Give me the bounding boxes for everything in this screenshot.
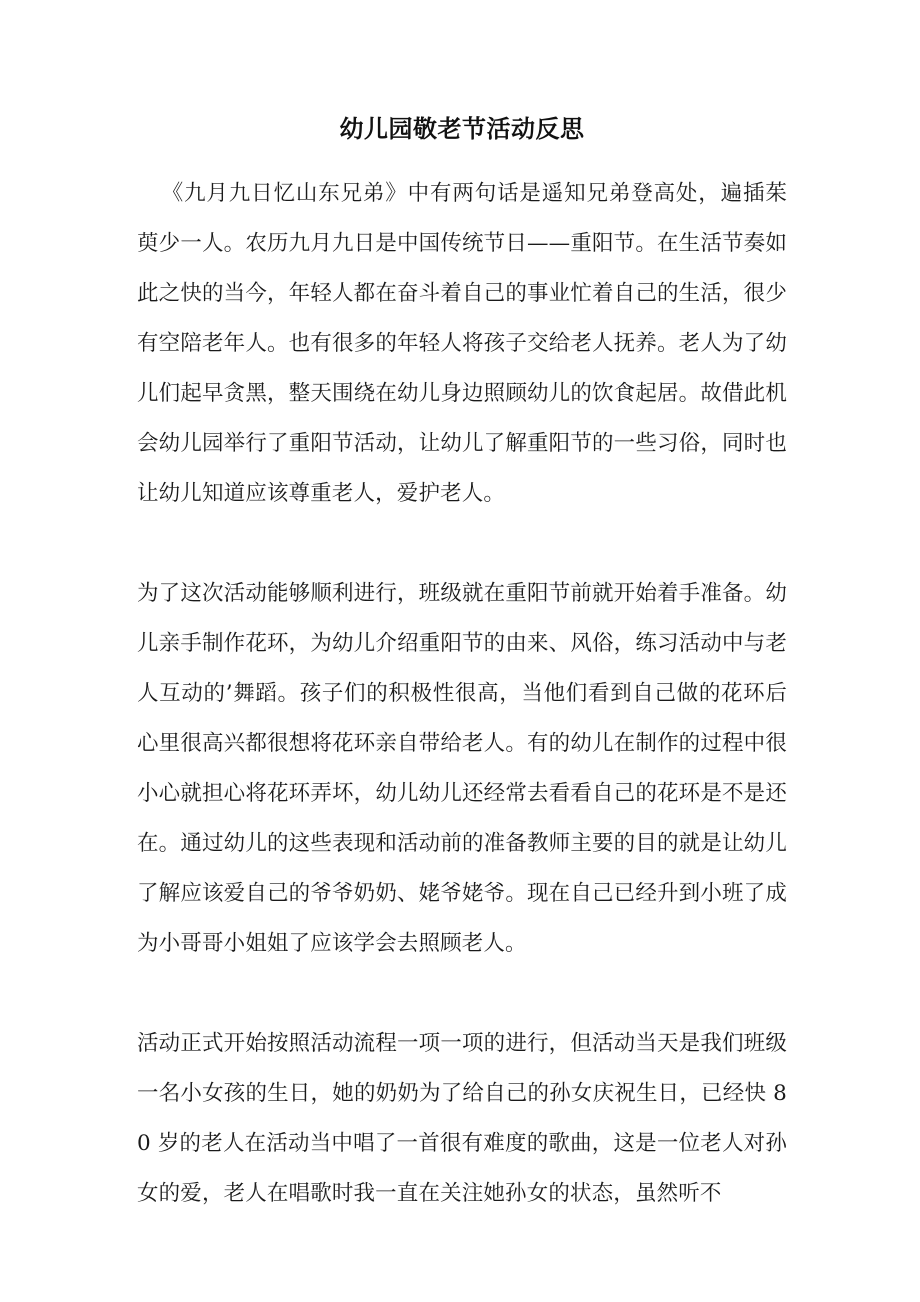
paragraph-spacer (137, 969, 787, 1019)
body-paragraph-3: 活动正式开始按照活动流程一项一项的进行，但活动当天是我们班级一名小女孩的生日，她的奶奶为了给自己的孙女庆祝生日，已经快 80 岁的老人在活动当中唱了一首很有难度的歌曲，这是一位老人对孙女的爱，老人在唱歌时我一直在关注她孙女的状态，虽然听不 (137, 1031, 787, 1206)
paragraph-spacer (137, 519, 787, 569)
body-paragraph-2: 为了这次活动能够顺利进行，班级就在重阳节前就开始着手准备。幼儿亲手制作花环，为幼儿介绍重阳节的由来、风俗，练习活动中与老人互动的’舞蹈。孩子们的积极性很高，当他们看到自己做的花环后心里很高兴都很想将花环亲自带给老人。有的幼儿在制作的过程中很小心就担心将花环弄坏，幼儿幼儿还经常去看看自己的花环是不是还在。通过幼儿的这些表现和活动前的准备教师主要的目的就是让幼儿了解应该爱自己的爷爷奶奶、姥爷姥爷。现在自己已经升到小班了成为小哥哥小姐姐了应该学会去照顾老人。 (137, 581, 787, 956)
document-content (137, 0, 787, 1219)
document-body (137, 169, 787, 1219)
page-title: 幼儿园敬老节活动反思 (339, 115, 585, 143)
body-paragraph-1: 《九月九日忆山东兄弟》中有两句话是遥知兄弟登高处，遍插茱萸少一人。农历九月九日是中国传统节日——重阳节。在生活节奏如此之快的当今，年轻人都在奋斗着自己的事业忙着自己的生活，很少有空陪老年人。也有很多的年轻人将孩子交给老人抚养。老人为了幼儿们起早贪黑，整天围绕在幼儿身边照顾幼儿的饮食起居。故借此机会幼儿园举行了重阳节活动，让幼儿了解重阳节的一些习俗，同时也让幼儿知道应该尊重老人，爱护老人。 (137, 181, 787, 506)
